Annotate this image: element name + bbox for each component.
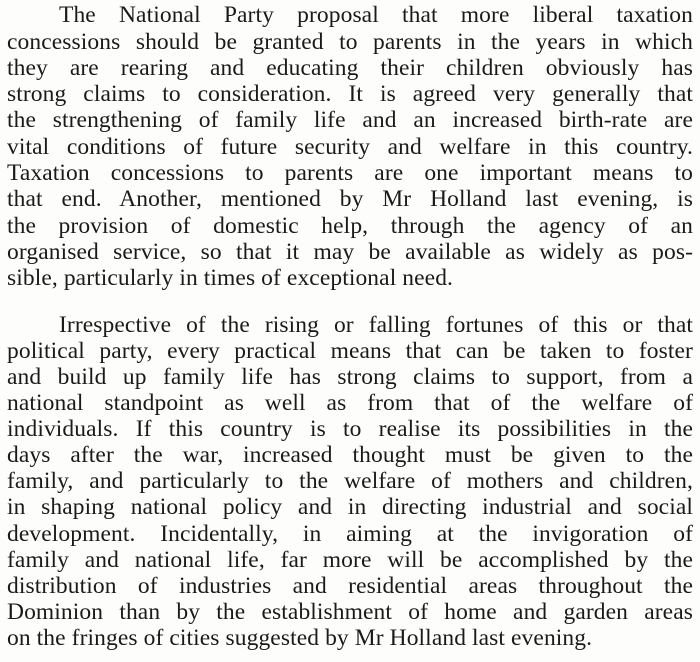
- paragraph-line: The National Party proposal that more liberal taxation: [59, 2, 693, 28]
- paragraph-line: that end. Another, mentioned by Mr Holland last evening, is: [7, 186, 693, 212]
- paragraph-line: strong claims to consideration. It is agreed very generally that: [7, 81, 693, 107]
- paragraph-line: on the fringes of cities suggested by Mr Holland last evening.: [7, 625, 593, 651]
- paragraph-line: political party, every practical means that can be taken to foster: [7, 338, 693, 364]
- paragraph-line: the strengthening of family life and an increased birth-rate are: [7, 107, 693, 133]
- paragraph-line: days after the war, increased thought must be given to the: [7, 442, 693, 468]
- paragraph-line: they are rearing and educating their children obviously has: [7, 55, 693, 81]
- paragraph-line: concessions should be granted to parents in the years in which: [7, 29, 693, 55]
- paragraph-line: Taxation concessions to parents are one important means to: [7, 160, 693, 186]
- paragraph-line: the provision of domestic help, through the agency of an: [7, 213, 693, 239]
- paragraph-line: and build up family life has strong claims to support, from a: [7, 364, 693, 390]
- paragraph-line: family, and particularly to the welfare of mothers and children,: [7, 468, 693, 494]
- paragraph-line: Irrespective of the rising or falling fortunes of this or that: [59, 312, 693, 338]
- paragraph-line: in shaping national policy and in directing industrial and social: [7, 494, 693, 520]
- paragraph-line: Dominion than by the establishment of home and garden areas: [7, 599, 693, 625]
- paragraph-line: sible, particularly in times of exceptional need.: [7, 265, 454, 291]
- paragraph-line: vital conditions of future security and welfare in this country.: [7, 134, 693, 160]
- paragraph-line: family and national life, far more will be accomplished by the: [7, 547, 693, 573]
- paragraph-line: organised service, so that it may be available as widely as pos-: [7, 239, 693, 265]
- paragraph-line: individuals. If this country is to realise its possibilities in the: [7, 416, 693, 442]
- paragraph-line: national standpoint as well as from that of the welfare of: [7, 390, 693, 416]
- paragraph-line: development. Incidentally, in aiming at the invigoration of: [7, 521, 693, 547]
- paragraph-line: distribution of industries and residential areas throughout the: [7, 573, 693, 599]
